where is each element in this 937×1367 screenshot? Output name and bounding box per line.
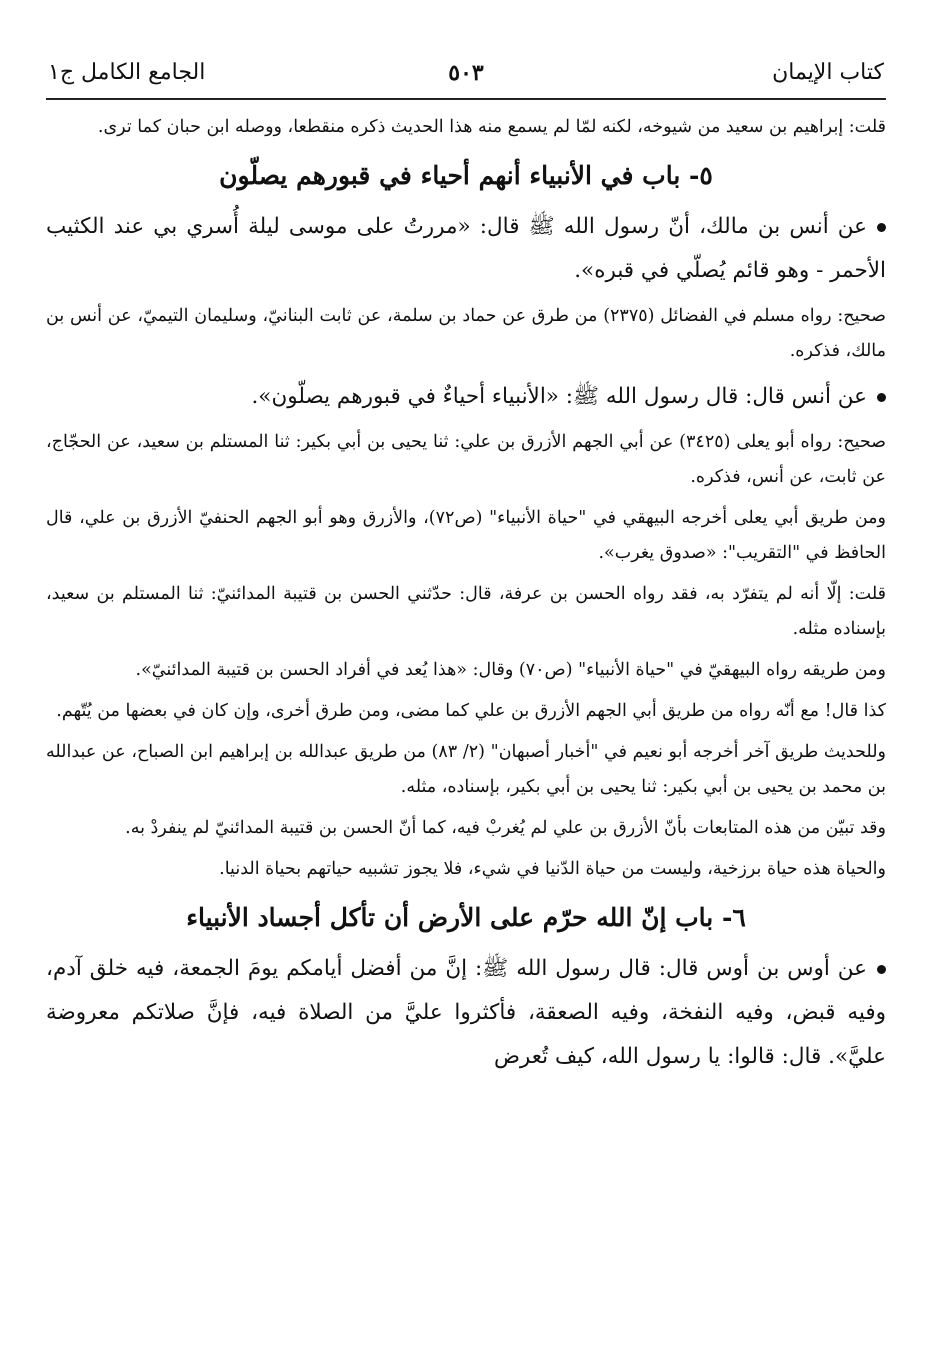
bullet-icon — [877, 223, 886, 232]
note-paragraph: ومن طريق أبي يعلى أخرجه البيهقي في "حياة الأنبياء" (ص٧٢)، والأزرق وهو أبو الجهم الحنفيّ الأزرق بن علي، قال الحافظ في "التقريب": «صدوق يغرب». — [46, 508, 886, 563]
note-paragraph: صحيح: رواه مسلم في الفضائل (٢٣٧٥) من طرق عن حماد بن سلمة، عن ثابت البنانيّ، وسليمان التيميّ، عن أنس بن مالك، فذكره. — [46, 306, 886, 361]
page-header — [46, 50, 886, 100]
hadith-text: عن أنس قال: قال رسول الله ﷺ: «الأنبياء أحياءٌ في قبورهم يصلّون». — [251, 384, 867, 409]
note-paragraph: وقد تبيّن من هذه المتابعات بأنّ الأزرق بن علي لم يُغربْ فيه، كما أنّ الحسن بن قتيبة المدائنيّ لم ينفردْ به. — [125, 818, 886, 838]
note-paragraph: صحيح: رواه أبو يعلى (٣٤٢٥) عن أبي الجهم الأزرق بن علي: ثنا يحيى بن أبي بكير: ثنا المستلم بن سعيد، عن الحجّاج، عن ثابت، عن أنس، فذكره. — [46, 432, 886, 487]
chapter-heading-5: ٥- باب في الأنبياء أنهم أحياء في قبورهم يصلّون — [219, 161, 713, 190]
note-paragraph: كذا قال! مع أنّه رواه من طريق أبي الجهم الأزرق بن علي كما مضى، ومن طرق أخرى، وإن كان في بعضها من يُتّهم. — [56, 701, 886, 721]
hadith-paragraph — [46, 205, 886, 293]
note-paragraph: قلت: إلّا أنه لم يتفرّد به، فقد رواه الحسن بن عرفة، قال: حدّثني الحسن بن قتيبة المدائنيّ: ثنا المستلم بن سعيد، بإسناده مثله. — [46, 584, 886, 639]
header-book-title: كتاب الإيمان — [772, 60, 884, 85]
note-paragraph: وللحديث طريق آخر أخرجه أبو نعيم في "أخبار أصبهان" (٢/ ٨٣) من طريق عبدالله بن إبراهيم ابن الصباح، عن عبدالله بن محمد بن يحيى بن أبي بكير: ثنا يحيى بن أبي بكير، بإسناده، مثله. — [46, 742, 886, 797]
note-paragraph: والحياة هذه حياة برزخية، وليست من حياة الدّنيا في شيء، فلا يجوز تشبيه حياتهم بحياة الدنيا. — [219, 859, 886, 879]
header-volume-title: الجامع الكامل ج١ — [48, 60, 206, 85]
bullet-icon — [877, 393, 886, 402]
hadith-text: عن أوس بن أوس قال: قال رسول الله ﷺ: إنَّ من أفضل أيامكم يومَ الجمعة، فيه خلق آدم، وفيه قبض، وفيه النفخة، وفيه الصعقة، فأكثروا عليَّ من الصلاة فيه، فإنَّ صلاتكم معروضة عليَّ». قال: قالوا: يا رسول الله، كيف تُعرض — [46, 956, 886, 1069]
chapter-heading-6: ٦- باب إنّ الله حرّم على الأرض أن تأكل أجساد الأنبياء — [186, 903, 746, 932]
hadith-paragraph — [46, 947, 886, 1079]
page-number: ٥٠٣ — [448, 60, 484, 86]
hadith-paragraph — [46, 375, 886, 419]
book-page — [46, 50, 886, 1085]
note-paragraph: ومن طريقه رواه البيهقيّ في "حياة الأنبياء" (ص٧٠) وقال: «هذا يُعد في أفراد الحسن بن قتيبة المدائنيّ». — [135, 660, 886, 680]
bullet-icon — [877, 965, 886, 974]
page-body — [46, 110, 886, 1079]
hadith-text: عن أنس بن مالك، أنّ رسول الله ﷺ قال: «مررتُ على موسى ليلة أُسري بي عند الكثيب الأحمر - وهو قائم يُصلّي في قبره». — [46, 214, 886, 283]
note-paragraph: قلت: إبراهيم بن سعيد من شيوخه، لكنه لمّا لم يسمع منه هذا الحديث ذكره منقطعا، ووصله ابن حبان كما ترى. — [97, 117, 886, 137]
